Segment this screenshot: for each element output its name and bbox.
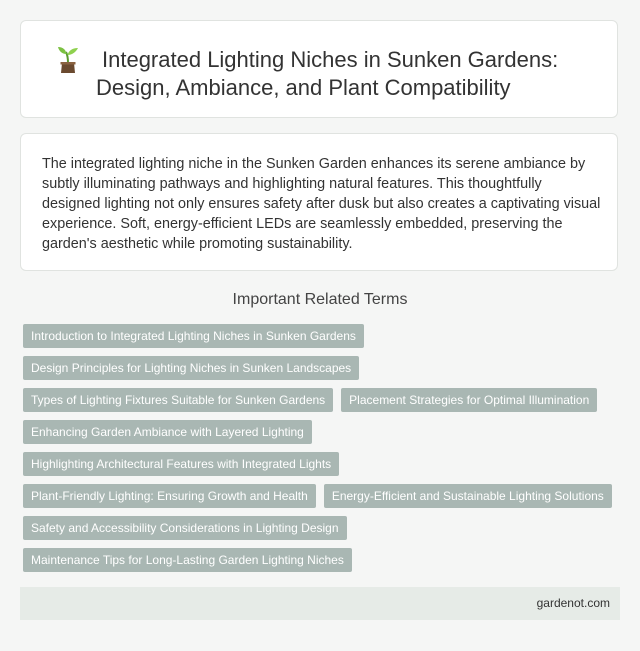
related-term-tag[interactable]: Placement Strategies for Optimal Illumination (341, 388, 597, 412)
tag-row (23, 356, 623, 380)
related-term-tag[interactable]: Introduction to Integrated Lighting Niches in Sunken Gardens (23, 324, 364, 348)
header-card (20, 20, 618, 118)
related-term-tag[interactable]: Safety and Accessibility Considerations in Lighting Design (23, 516, 347, 540)
tag-row (23, 324, 623, 348)
tag-row (23, 388, 623, 412)
footer (20, 587, 620, 620)
summary-card (20, 133, 618, 271)
related-term-tag[interactable]: Types of Lighting Fixtures Suitable for Sunken Gardens (23, 388, 333, 412)
footer-site-link[interactable]: gardenot.com (536, 596, 610, 610)
related-term-tag[interactable]: Enhancing Garden Ambiance with Layered Lighting (23, 420, 312, 444)
related-term-tag[interactable]: Highlighting Architectural Features with Integrated Lights (23, 452, 339, 476)
summary-text: The integrated lighting niche in the Sunken Garden enhances its serene ambiance by subtly illuminating pathways and highlighting natural features. This thoughtfully designed lighting not only ensures safety after dusk but also creates a captivating visual experience. Soft, energy-efficient LEDs are seamlessly embedded, preserving the garden's aesthetic while promoting sustainability. (42, 156, 601, 252)
tag-row (23, 516, 623, 540)
page-title: Integrated Lighting Niches in Sunken Gardens: Design, Ambiance, and Plant Compatibility (96, 47, 559, 100)
tag-row (23, 420, 623, 444)
related-term-tag[interactable]: Maintenance Tips for Long-Lasting Garden Lighting Niches (23, 548, 352, 572)
related-term-tag[interactable]: Energy-Efficient and Sustainable Lighting Solutions (324, 484, 612, 508)
tag-row (23, 484, 623, 508)
tag-row (23, 548, 623, 572)
related-term-tag[interactable]: Design Principles for Lighting Niches in Sunken Landscapes (23, 356, 359, 380)
tag-row (23, 452, 623, 476)
related-terms-list (23, 324, 623, 580)
related-terms-heading: Important Related Terms (232, 291, 408, 308)
seedling-icon (53, 45, 83, 75)
related-term-tag[interactable]: Plant-Friendly Lighting: Ensuring Growth and Health (23, 484, 316, 508)
